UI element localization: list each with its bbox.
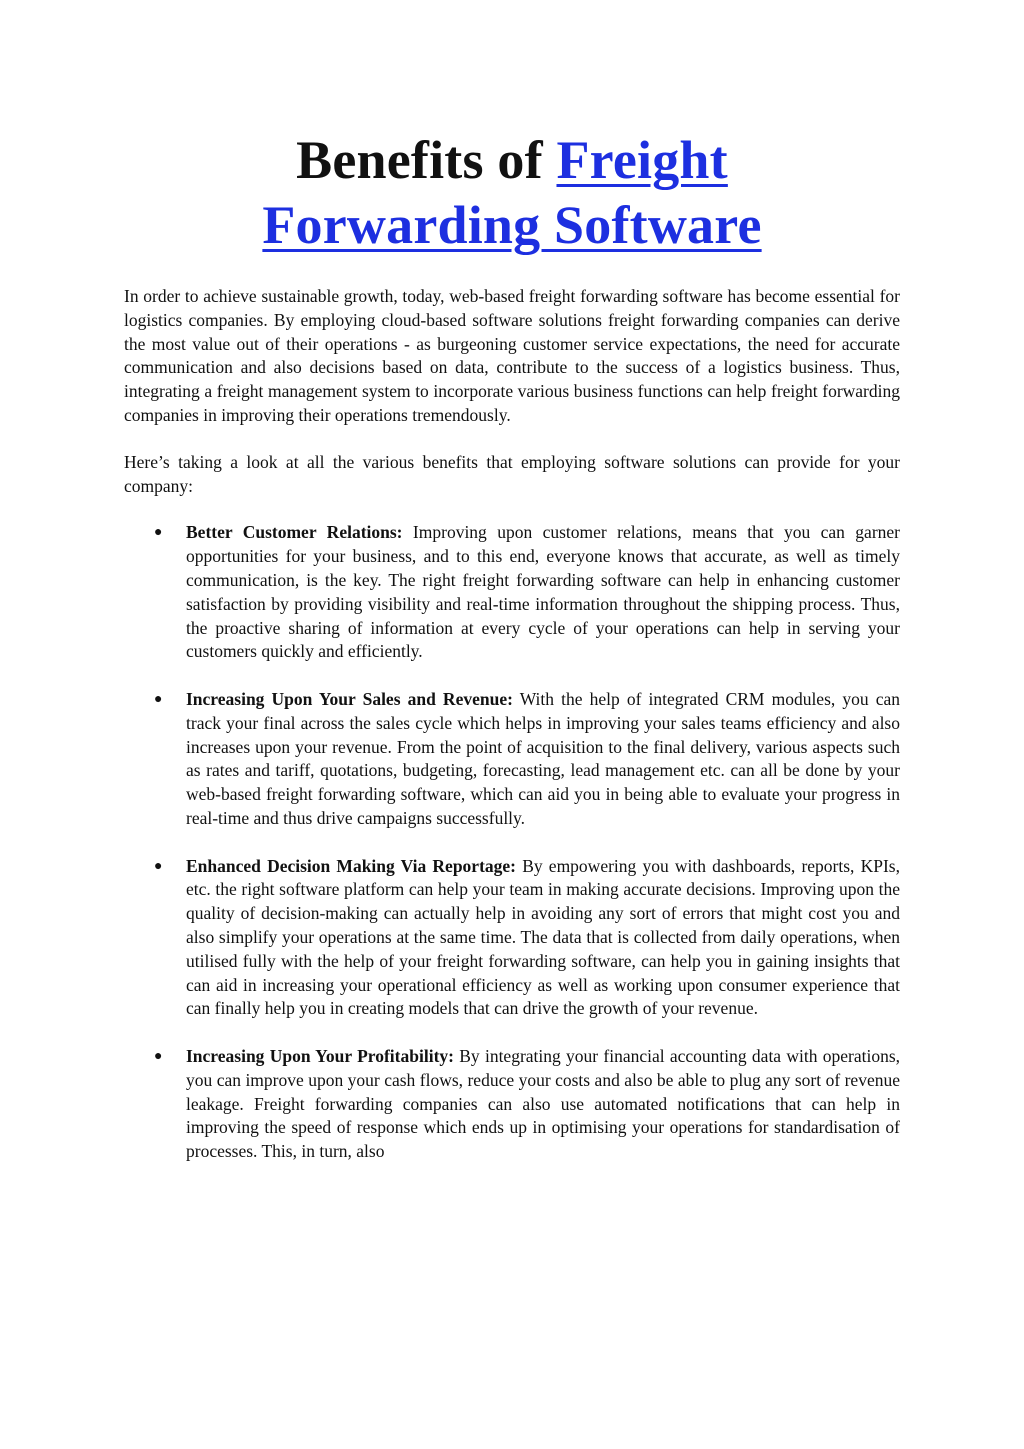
benefit-text: Improving upon customer relations, means that you can garner opportunities for your business, and to this end, everyone knows that accurate, as well as timely communication, is the key. The right freight forwarding software can help in enhancing customer satisfaction by providing visibility and real-time information throughout the shipping process. Thus, the proactive sharing of information at every cycle of your operations can help in serving your customers quickly and efficiently.	[186, 522, 900, 662]
benefit-text: With the help of integrated CRM modules, you can track your final across the sales cycle which helps in improving your sales teams efficiency and also increases upon your revenue. From the point of acquisition to the final delivery, various aspects such as rates and tariff, quotations, budgeting, forecasting, lead management etc. can all be done by your web-based freight forwarding software, which can aid you in being able to evaluate your progress in real-time and thus drive campaigns successfully.	[186, 688, 900, 828]
benefit-title: Enhanced Decision Making Via Reportage:	[186, 855, 517, 876]
benefit-item-sales-revenue	[154, 688, 900, 831]
benefit-text: By integrating your financial accounting data with operations, you can improve upon your cash flows, reduce your costs and also be able to plug any sort of revenue leakage. Freight forwarding companies can also use automated notifications that can help in improving the speed of response which ends up in optimising your operations for standardisation of processes. This, in turn, also	[186, 1045, 900, 1162]
benefit-title: Better Customer Relations:	[186, 522, 403, 543]
benefit-item-profitability	[154, 1045, 900, 1164]
bullet-icon: ●	[154, 691, 163, 707]
benefit-item-customer-relations	[154, 521, 900, 664]
benefit-title: Increasing Upon Your Profitability:	[186, 1045, 454, 1066]
benefit-item-decision-making	[154, 855, 900, 1022]
freight-forwarding-software-link-part2[interactable]: Forwarding Software	[262, 195, 762, 255]
bullet-icon: ●	[154, 525, 163, 541]
page-title	[124, 128, 900, 258]
benefit-title: Increasing Upon Your Sales and Revenue:	[186, 688, 513, 709]
benefit-text: By empowering you with dashboards, reports, KPIs, etc. the right software platform can help your team in making accurate decisions. Improving upon the quality of decision-making can actually help in avoiding any sort of errors that might cost you and also simplify your operations at the same time. The data that is collected from daily operations, when utilised fully with the help of your freight forwarding software, can help you in gaining insights that can aid in increasing your operational efficiency as well as working upon consumer experience that can finally help you in creating models that can drive the growth of your revenue.	[186, 855, 900, 1019]
intro-paragraph: In order to achieve sustainable growth, today, web-based freight forwarding software has become essential for logistics companies. By employing cloud-based software solutions freight forwarding companies can derive the most value out of their operations - as burgeoning customer service expectations, the need for accurate communication and also decisions based on data, contribute to the success of a logistics business. Thus, integrating a freight management system to incorporate various business functions can help freight forwarding companies in improving their operations tremendously.	[124, 286, 900, 425]
document-page	[124, 128, 900, 1188]
bullet-icon: ●	[154, 858, 163, 874]
title-prefix: Benefits of	[296, 130, 557, 190]
lead-paragraph: Here’s taking a look at all the various benefits that employing software solutions can provide for your company:	[124, 451, 900, 496]
benefits-list	[124, 521, 900, 1164]
bullet-icon: ●	[154, 1048, 163, 1064]
freight-forwarding-software-link-part1[interactable]: Freight	[556, 130, 728, 190]
